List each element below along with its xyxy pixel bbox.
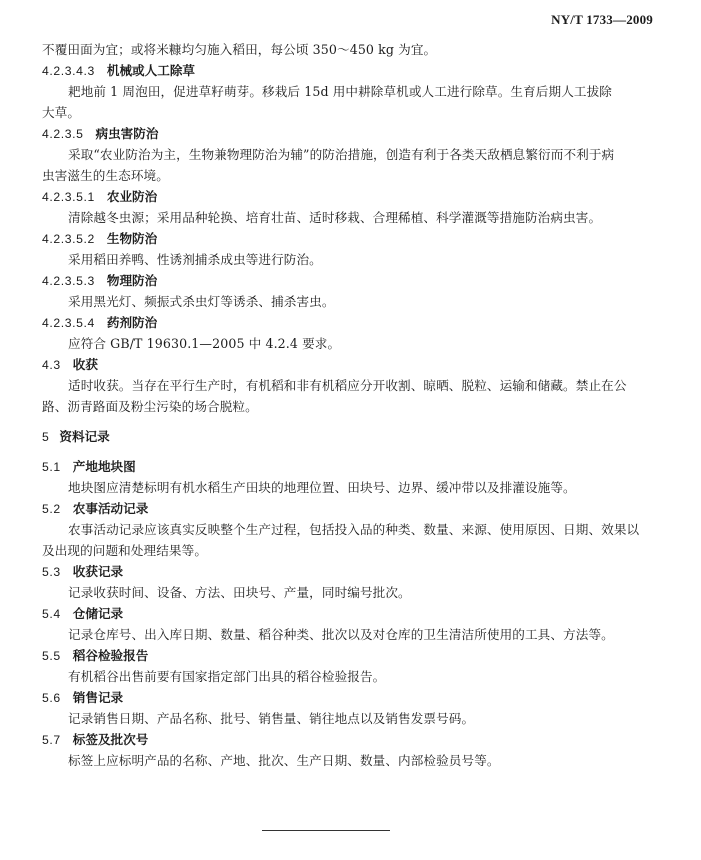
body-line: 记录销售日期、产品名称、批号、销售量、销往地点以及销售发票号码。 — [68, 711, 475, 726]
body-line: 地块图应清楚标明有机水稻生产田块的地理位置、田块号、边界、缓冲带以及排灌设施等。 — [68, 480, 576, 495]
body-line: 采用稻田养鸭、性诱剂捕杀成虫等进行防治。 — [68, 252, 322, 267]
section-heading-4-2-3-5-4: 4.2.3.5.4 药剂防治 — [42, 315, 158, 330]
body-line: 虫害滋生的生态环境。 — [42, 168, 169, 183]
section-heading-4-2-3-4-3: 4.2.3.4.3 机械或人工除草 — [42, 63, 195, 78]
standard-code: NY/T 1733—2009 — [551, 12, 653, 27]
body-line: 路、沥青路面及粉尘污染的场合脱粒。 — [42, 399, 258, 414]
section-heading-5-4: 5.4 仓储记录 — [42, 606, 124, 621]
section-heading-5-6: 5.6 销售记录 — [42, 690, 124, 705]
footer-rule — [262, 830, 390, 831]
body-line: 标签上应标明产品的名称、产地、批次、生产日期、数量、内部检验员号等。 — [68, 753, 500, 768]
body-line: 不覆田面为宜；或将米糠均匀施入稻田，每公顷 350～450 kg 为宜。 — [42, 42, 437, 57]
section-heading-4-2-3-5-1: 4.2.3.5.1 农业防治 — [42, 189, 158, 204]
body-line: 农事活动记录应该真实反映整个生产过程，包括投入品的种类、数量、来源、使用原因、日期、效果以 — [68, 522, 640, 537]
body-line: 记录收获时间、设备、方法、田块号、产量，同时编号批次。 — [68, 585, 411, 600]
section-heading-4-2-3-5-3: 4.2.3.5.3 物理防治 — [42, 273, 158, 288]
section-heading-4-2-3-5: 4.2.3.5 病虫害防治 — [42, 126, 159, 141]
section-heading-5-5: 5.5 稻谷检验报告 — [42, 648, 149, 663]
body-line: 及出现的问题和处理结果等。 — [42, 543, 208, 558]
section-heading-5-3: 5.3 收获记录 — [42, 564, 124, 579]
body-line: 有机稻谷出售前要有国家指定部门出具的稻谷检验报告。 — [68, 669, 386, 684]
body-line: 采取“农业防治为主，生物兼物理防治为辅”的防治措施，创造有利于各类天敌栖息繁衍而不利于病 — [68, 147, 615, 162]
body-line: 清除越冬虫源；采用品种轮换、培育壮苗、适时移栽、合理稀植、科学灌溉等措施防治病虫害。 — [68, 210, 602, 225]
chapter-heading-5: 5 资料记录 — [42, 429, 110, 444]
section-heading-4-2-3-5-2: 4.2.3.5.2 生物防治 — [42, 231, 158, 246]
section-heading-5-2: 5.2 农事活动记录 — [42, 501, 149, 516]
body-line: 耙地前 1 周泡田，促进草籽萌芽。移栽后 15d 用中耕除草机或人工进行除草。生育后期人工拔除 — [68, 84, 612, 99]
body-line: 大草。 — [42, 105, 81, 120]
section-heading-5-7: 5.7 标签及批次号 — [42, 732, 149, 747]
body-line: 采用黑光灯、频振式杀虫灯等诱杀、捕杀害虫。 — [68, 294, 335, 309]
body-line: 记录仓库号、出入库日期、数量、稻谷种类、批次以及对仓库的卫生清洁所使用的工具、方法等。 — [68, 627, 614, 642]
body-line: 适时收获。当存在平行生产时，有机稻和非有机稻应分开收割、晾晒、脱粒、运输和储藏。禁止在公 — [68, 378, 627, 393]
section-heading-4-3: 4.3 收获 — [42, 357, 98, 372]
body-line: 应符合 GB/T 19630.1—2005 中 4.2.4 要求。 — [68, 336, 341, 351]
section-heading-5-1: 5.1 产地地块图 — [42, 459, 136, 474]
